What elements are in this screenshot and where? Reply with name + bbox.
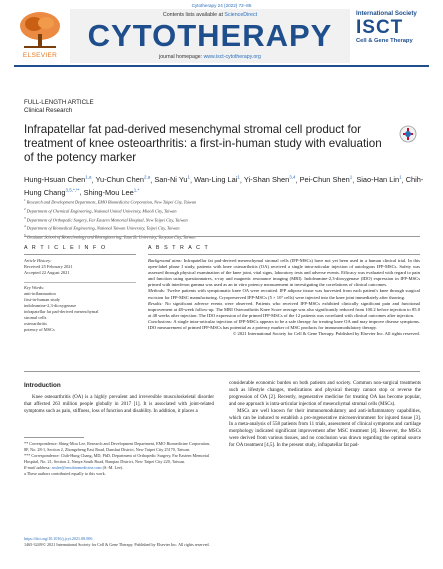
affiliation-text: Department of Chemical Engineering, National United University, Miaoli City, Taiwan [25,208,177,214]
accepted-date: Accepted 22 August 2021 [24,270,70,275]
results-label: Results: [148,300,163,306]
affiliation-text: Department of Orthopedic Surgery, Far Eastern Memorial Hospital, New Taipei City, Taiwan [25,217,188,223]
author-name: Chih-Hung Chang$^{3,5,*,**}$ [24,175,424,197]
author-name: Shing-Mou Lee$^{1,*}$ [83,187,140,197]
article-subtype: Clinical Research [24,107,73,114]
divider [24,371,420,372]
contents-prefix: Contents lists available at [162,12,225,18]
issn-line: 1465-3249/© 2021 International Society for Cell & Gene Therapy. Published by Elsevier Inc. All rights reserved. [24,541,210,547]
conclusions-text: A single intra-articular injection of IFP-MSCs appears to be a safe therapy for treating knee OA and may improve disease symptoms. IDO measurement of primed IFP-MSCs has potential as a potency marker of MSC products for immunomodulatory therapy. [148,318,420,331]
affiliation-number: 1 [24,198,26,202]
author-name: Yu-Chun Chen$^{2,a}$ [95,175,151,185]
author-affiliation-marker: 1 [187,175,190,180]
intro-left-column [24,395,214,416]
affiliation-text: Graduate School of Biotechnology and Bioengineering, Yuan Ze University, Taoyuan City, Taiwan [25,234,196,240]
author-name: Yi-Shan Shen$^{3,4}$ [243,175,296,185]
received-date: Received 25 February 2021 [24,264,73,269]
header-rule [14,65,429,67]
keyword-item: indoleamine-2,3-dioxygenase [24,303,77,308]
journal-title: CYTOTHERAPY [87,18,333,53]
intro-paragraph: MSCs are well known for their immunomodulatory and anti-inflammatory capabilities, which can be induced to establish a pro-regenerative microenvironment for injured tissue [3]. In a meta-analysis of 558 patients from 11 trials, assessment of clinical symptoms and cartilage morphology indicated significant improvement after MSC treatment [4]. However, the MSCs were derived from various tissues, and no conclusion was drawn regarding the optimal source for OA treatment [4,5]. In the present study, infrapatellar fat pad- [229,408,421,449]
doi-link[interactable]: https://doi.org/10.1016/j.jcyt.2021.08.006 [24,536,93,541]
crossmark-icon[interactable] [399,125,417,143]
article-info-heading: A R T I C L E I N F O [24,245,107,251]
background-label: Background aims: [148,258,183,263]
article-footer [24,536,324,547]
sciencedirect-link[interactable]: ScienceDirect [224,12,258,18]
article-title: Infrapatellar fat pad-derived mesenchymal stromal cell product for treatment of knee osteoarthritis: a first-in-human study with evaluation of the potency marker [24,123,382,164]
footnotes [24,441,214,476]
author-list: Hung-Hsuan Chen$^{1,a}$, Yu-Chun Chen$^{2,a}$, San-Ni Yu$^1$, Wan-Ling Lai$^1$, Yi-Shan Shen$^{3,4}$, Pei-Chun Shen$^1$, Siao-Han Lin$^1$, Chih-Hung Chang$^{3,5,*,**}$, Shing-Mou Lee$^{1,*}$ [24,175,424,197]
history-label: Article History: [24,258,52,263]
keywords-block [24,285,136,333]
author-name: Hung-Hsuan Chen$^{1,a}$ [24,175,92,185]
abstract-methods [148,288,420,300]
affiliation-text: Department of Biomedical Engineering, National Taiwan University, Taipei City, Taiwan [25,225,180,231]
divider [148,254,420,255]
article-type: FULL-LENGTH ARTICLE [24,99,94,106]
methods-label: Methods: [148,288,166,294]
author-affiliation-marker: 1 [349,175,353,180]
affiliation-item [24,197,424,206]
keyword-item: osteoarthritis [24,321,47,326]
affiliation-number: 2 [24,206,26,211]
author-name: Siao-Han Lin$^1$ [356,175,402,185]
author-affiliation-marker: 1,* [133,187,140,193]
abstract-results [148,301,420,319]
divider [24,254,136,255]
abstract-background [148,258,420,288]
abstract-body [148,258,420,337]
results-text: No significant adverse events were observed. Patients who received IFP-MSCs exhibited clinically significant pain and functional improvement at 48-week follow-up. The MRI Osteoarthritis Knee Score average was also significantly reduced from 100.2 before injection to 85.0 at 48 weeks after injection. The IDO expression of the primed IFP-MSCs of the 12 patients was correlated with clinical outcomes after injection. [148,300,420,318]
society-acronym: ISCT [356,17,404,38]
author-name: San-Ni Yu$^1$ [154,175,190,185]
author-name: Wan-Ling Lai$^1$ [194,175,240,185]
footnote-rule [24,437,84,438]
keyword-item: anti-inflammation [24,291,56,296]
affiliation-item [24,232,424,241]
intro-paragraph: considerable economic burden on both patients and society. Common non-surgical treatments such as lifestyle changes, medications and physical therapy cannot stop or reverse the progression of OA [2]. Recently, regenerative medicine for treating OA has become popular, and one approach is intra-articular injection of mesenchymal stromal cells (MSCs). [229,381,421,407]
publisher-name: ELSEVIER [22,52,58,59]
elsevier-tree-icon [14,10,66,50]
intro-paragraph: Knee osteoarthritis (OA) is a highly prevalent and irreversible musculoskeletal disorder that affected 263 million people globally in 2017 [1]. It is associated with joint-related symptoms such as pain, stiffness, loss of function and disability. In addition, it places a [24,395,214,414]
abstract-heading: A B S T R A C T [148,245,210,251]
affiliation-number: 3 [24,215,26,220]
footnote-correspondence-2: *** Correspondence: Chih-Hung Chang, MD, PhD, Department of Orthopedic Surgery, Far Eastern Memorial Hospital, No. 21, Section 2, Nanya South Road, Banqiao District, New Taipei City 220, Taiwan. [24,452,210,464]
email-suffix: (S.-M. Lee). [101,464,124,470]
keyword-item: stromal cells [24,315,47,320]
elsevier-logo [14,10,66,58]
affiliation-item [24,206,424,215]
homepage-prefix: journal homepage: [159,54,204,60]
keyword-item: potency of MSCs [24,327,55,332]
keyword-item: first-in-human study [24,297,60,302]
author-affiliation-marker: 3,5,*,** [65,187,80,193]
homepage-link[interactable]: www.isct-cytotherapy.org [203,54,261,60]
abstract-copyright: © 2021 International Society for Cell & Gene Therapy. Published by Elsevier Inc. All rights reserved. [232,331,420,337]
email-label: E-mail address: [24,464,51,470]
footnote-correspondence-1: ** Correspondence: Shing-Mou Lee, Research and Development Department, EMO Biomedicine Corporation, 8F, No. 28-1, Section 2, Zhongzheng East Road, Danshui District, New Taipei City 25170, Taiwan. [24,441,211,452]
author-affiliation-marker: 2,a [143,175,151,180]
abstract-conclusions [148,319,420,331]
author-name: Pei-Chun Shen$^1$ [299,175,353,185]
affiliation-text: Research and Development Department, EMO Biomedicine Corporation, New Taipei City, Taiwan [25,199,197,205]
isct-logo [356,10,430,60]
journal-citation: Cytotherapy 24 (2022) 72–85 [191,3,252,8]
intro-right-column [229,381,421,450]
affiliation-number: 4 [24,224,26,229]
keyword-item: infrapatellar fat pad-derived mesenchymal [24,309,99,314]
author-affiliation-marker: 3,4 [289,175,296,180]
methods-text: Twelve patients with symptomatic knee OA were recruited. IFP adipose tissue was harvested from each patient's knee through surgical excision for IFP-MSC manufacturing. Cryopreserved IFP-MSCs (5 × 10⁷ cells) were injected into the knee joint immediately after thawing. [148,288,420,300]
author-affiliation-marker: 1,a [85,175,92,180]
society-subtitle: Cell & Gene Therapy [356,38,413,44]
homepage-line [70,54,350,60]
footnote-equal-contribution: a These authors contributed equally to this work. [24,470,106,476]
affiliation-list [24,197,424,241]
society-name: International Society [356,10,417,17]
affiliation-item [24,215,424,224]
keyword-list [24,291,136,333]
email-link[interactable]: smlee@emobiomedicine.com [51,464,102,470]
divider [24,282,136,283]
background-text: Infrapatellar fat pad-derived mesenchymal stromal cells (IFP-MSCs) have not yet been used in a human clinical trial. In this open-label phase I study, patients with knee osteoarthritis (OA) received a single intra-articular injection of autologous IFP-MSCs. Safety was assessed through physical examination of the knee joint, vital signs, laboratory tests and adverse events. Efficacy was evaluated with regard to pain and function using questionnaires, x-ray and magnetic resonance imaging (MRI). Indoleamine-2,3-dioxygenase (IDO) expression in IFP-MSCs primed with interferon gamma was used as an in vitro potency measurement in investigating the correlations of clinical outcomes. [148,258,421,288]
divider [24,236,420,237]
affiliation-item [24,223,424,232]
conclusions-label: Conclusions: [148,318,173,324]
article-history [24,258,136,276]
author-affiliation-marker: 1 [237,175,240,180]
section-heading-introduction: Introduction [24,382,61,389]
author-affiliation-marker: 1 [399,175,402,180]
keywords-label: Key Words: [24,285,45,290]
